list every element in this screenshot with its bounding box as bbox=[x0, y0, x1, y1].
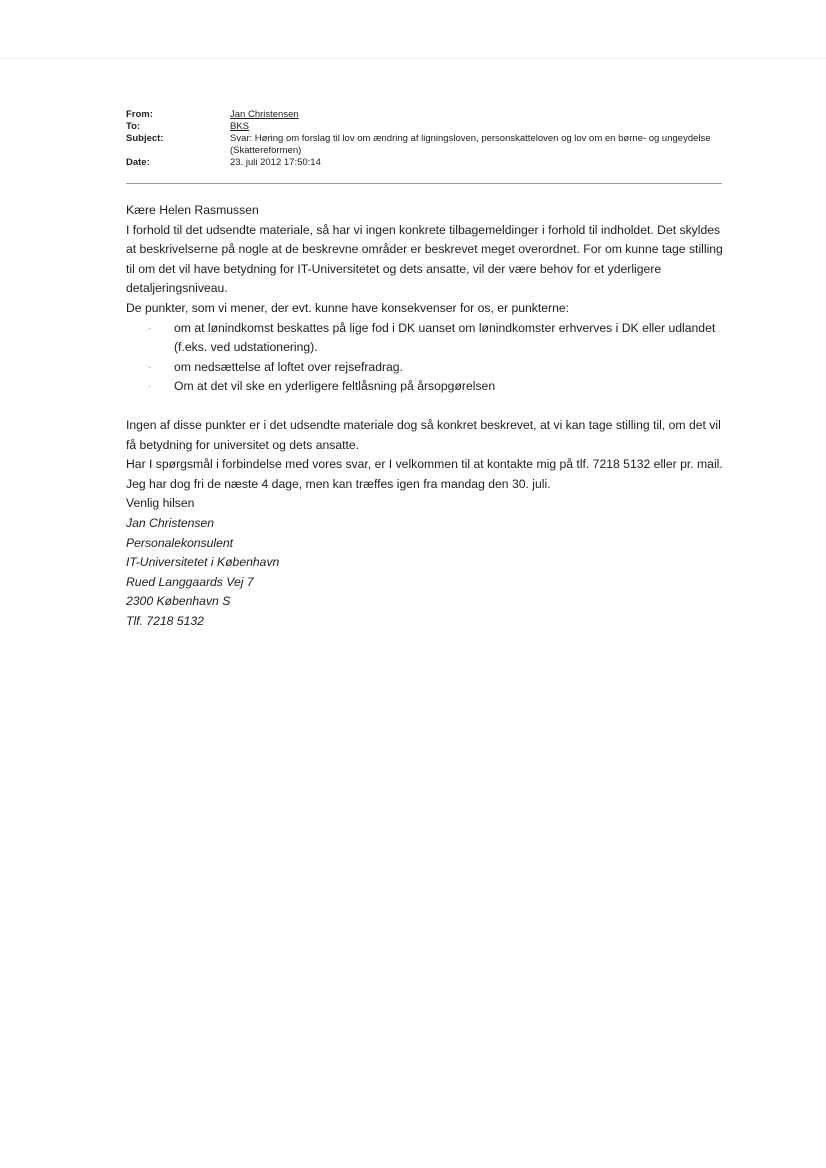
bullet-marker: · bbox=[148, 322, 151, 333]
bullet-text: om at lønindkomst beskattes på lige fod i DK uanset om lønindkomster erhverves i DK eller udlandet (f.eks. ved udstationering). bbox=[174, 320, 716, 355]
signature-name: Jan Christensen bbox=[126, 515, 215, 530]
list-item bbox=[148, 377, 726, 397]
bullet-text: om nedsættelse af loftet over rejsefradrag. bbox=[174, 359, 403, 374]
greeting: Kære Helen Rasmussen bbox=[126, 203, 259, 217]
from-label: From: bbox=[126, 109, 153, 120]
from-row bbox=[126, 109, 722, 121]
signature-org: IT-Universitetet i København bbox=[126, 555, 280, 570]
bullet-marker: · bbox=[148, 381, 151, 392]
from-value: Jan Christensen bbox=[230, 109, 299, 120]
bullet-list bbox=[126, 319, 726, 397]
paragraph-2: De punkter, som vi mener, der evt. kunne have konsekvenser for os, er punkterne: bbox=[126, 300, 570, 315]
date-row bbox=[126, 157, 722, 169]
closing: Venlig hilsen bbox=[126, 496, 195, 511]
bullet-marker: · bbox=[148, 361, 151, 372]
date-label: Date: bbox=[126, 157, 150, 168]
date-value: 23. juli 2012 17:50:14 bbox=[230, 157, 321, 168]
paragraph-3: Ingen af disse punkter er i det udsendte materiale dog så konkret beskrevet, at vi kan tage stilling til, om det vil få betydning for universitet og dets ansatte. bbox=[126, 417, 721, 452]
email-body bbox=[126, 201, 726, 631]
signature-block bbox=[126, 514, 726, 632]
paragraph-4: Har I spørgsmål i forbindelse med vores svar, er I velkommen til at kontakte mig på tlf. 7218 5132 eller pr. mail. Jeg har dog fri de næste 4 dage, men kan træffes igen fra mandag den 30. juli. bbox=[126, 457, 723, 491]
signature-street: Rued Langgaards Vej 7 bbox=[126, 574, 254, 589]
subject-label: Subject: bbox=[126, 133, 164, 144]
list-item bbox=[148, 319, 726, 358]
subject-value: Svar: Høring om forslag til lov om ændring af ligningsloven, personskatteloven og lov om en børne- og ungeydelse (Skattereformen) bbox=[230, 133, 711, 156]
bullet-text: Om at det vil ske en yderligere feltlåsning på årsopgørelsen bbox=[174, 379, 496, 394]
header-divider bbox=[126, 183, 722, 184]
signature-title: Personalekonsulent bbox=[126, 535, 234, 550]
to-value: BKS bbox=[230, 121, 250, 132]
scan-edge bbox=[0, 58, 826, 59]
email-header bbox=[126, 109, 722, 169]
to-label: To: bbox=[126, 121, 141, 132]
subject-row bbox=[126, 133, 722, 157]
to-row bbox=[126, 121, 722, 133]
paragraph-1: I forhold til det udsendte materiale, så har vi ingen konkrete tilbagemeldinger i forhold til indholdet. Det skyldes at beskrivelserne på nogle at de beskrevne områder er beskrevet meget overordnet. For om kunne tage stilling til om det vil have betydning for IT-Universitetet og dets ansatte, vil der være behov for et yderligere detaljeringsniveau. bbox=[126, 222, 723, 296]
signature-phone: Tlf. 7218 5132 bbox=[126, 613, 204, 628]
list-item bbox=[148, 358, 726, 378]
signature-city: 2300 København S bbox=[126, 594, 231, 609]
